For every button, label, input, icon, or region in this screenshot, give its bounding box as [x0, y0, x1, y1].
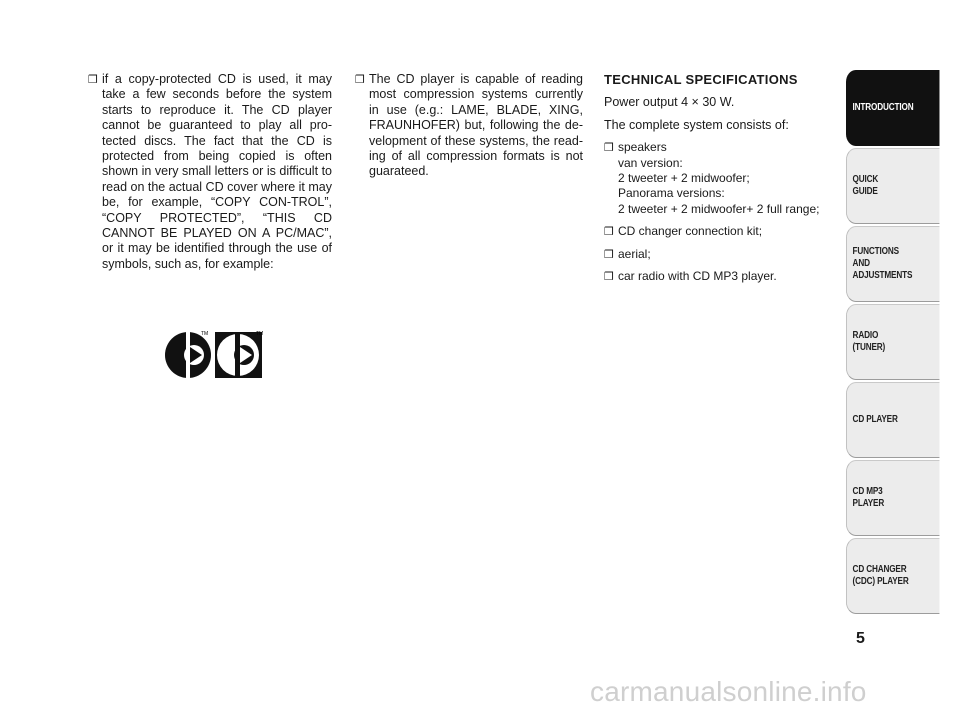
- panorama-version: Panorama versions:: [618, 186, 725, 201]
- checkbox-bullet-icon: ❒: [88, 73, 98, 86]
- spec-item-speakers: [604, 140, 836, 217]
- tm-mark: TM: [256, 331, 264, 337]
- column-compression: [355, 72, 583, 180]
- panorama-detail: 2 tweeter + 2 midwoofer+ 2 full range;: [618, 201, 820, 216]
- system-intro: The complete system consists of:: [604, 117, 789, 132]
- cd-changer-label: CD changer connection kit;: [618, 224, 763, 239]
- tab-cd-mp3-player[interactable]: CD MP3 PLAYER: [846, 460, 939, 536]
- checkbox-bullet-icon: ❒: [604, 247, 614, 261]
- power-output: Power output 4 × 30 W.: [604, 95, 735, 110]
- van-detail: 2 tweeter + 2 midwoofer;: [618, 171, 750, 186]
- checkbox-bullet-icon: ❒: [604, 225, 614, 239]
- car-radio-label: car radio with CD MP3 player.: [618, 269, 777, 284]
- bullet-copy-protected: [88, 72, 332, 272]
- spec-item-car-radio: [604, 269, 836, 284]
- spec-title: TECHNICAL SPECIFICATIONS: [604, 72, 798, 87]
- page-number: 5: [856, 630, 865, 647]
- aerial-label: aerial;: [618, 246, 651, 261]
- technical-specifications: [604, 72, 836, 291]
- column-copy-protected: [88, 72, 332, 272]
- tab-quick-guide[interactable]: QUICK GUIDE: [846, 148, 939, 224]
- copy-control-logo: [164, 330, 264, 380]
- tab-radio-tuner[interactable]: RADIO (TUNER): [846, 304, 939, 380]
- speakers-label: speakers: [618, 140, 667, 155]
- watermark: carmanualsonline.info: [590, 676, 867, 707]
- copy-protected-text: if a copy-protected CD is used, it may take a few seconds before the system starts to reproduce it. The CD player cannot be guaranteed to play all pro-tected discs. The fact that the CD is protected from being copied is often shown in very small letters or is difficult to read on the actual CD cover where it may be, for example, “COPY CON-TROL”, “COPY PROTECTED”, “THIS CD CANNOT BE PLAYED ON A PC/MAC”, or it may be identified through the use of symbols, such as, for example:: [102, 72, 332, 271]
- tab-introduction[interactable]: INTRODUCTION: [846, 70, 939, 146]
- checkbox-bullet-icon: ❒: [604, 141, 614, 155]
- spec-item-aerial: [604, 247, 836, 262]
- spec-item-cd-changer: [604, 224, 836, 239]
- section-tabs: [846, 70, 960, 616]
- checkbox-bullet-icon: ❒: [355, 73, 365, 86]
- tab-cd-player[interactable]: CD PLAYER: [846, 382, 939, 458]
- bullet-compression: [355, 72, 583, 180]
- tm-mark: TM: [201, 331, 209, 337]
- tab-cd-changer-player[interactable]: CD CHANGER (CDC) PLAYER: [846, 538, 939, 614]
- van-version: van version:: [618, 155, 683, 170]
- compression-text: The CD player is capable of reading most compression systems currently in use (e.g.: LAME, BLADE, XING, FRAUNHOFER) but, following the de-velopment of these systems, the read-ing of all compression formats is not guarateed.: [369, 72, 583, 179]
- checkbox-bullet-icon: ❒: [604, 270, 614, 284]
- tab-functions-adjustments[interactable]: FUNCTIONS AND ADJUSTMENTS: [846, 226, 939, 302]
